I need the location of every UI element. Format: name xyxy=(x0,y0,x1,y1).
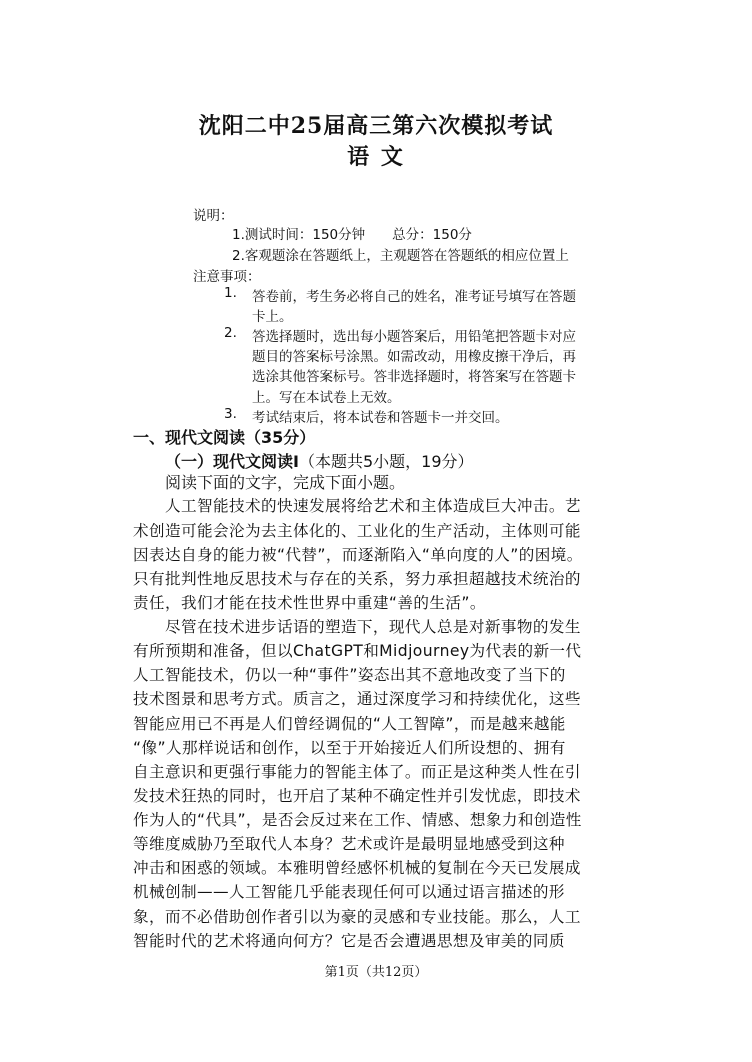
subject-title: 语 文 xyxy=(347,144,405,170)
notice-item-line: 选涂其他答案标号。答非选择题时，将答案写在答题卡 xyxy=(252,369,576,385)
exam-title: 沈阳二中25届高三第六次模拟考试 xyxy=(198,113,554,139)
instructions-heading: 说明： xyxy=(193,208,234,224)
passage-line: 等维度威胁乃至取代人本身？艺术或许是最明显地感受到这种 xyxy=(133,835,565,853)
passage-line: 有所预期和准备，但以ChatGPT和Midjourney为代表的新一代 xyxy=(133,642,582,660)
reading-prompt: 阅读下面的文字，完成下面小题。 xyxy=(165,473,406,492)
subsection-heading-note: （本题共5小题，19分） xyxy=(298,452,474,471)
notice-item-line: 答卷前，考生务必将自己的姓名，准考证号填写在答题 xyxy=(252,289,576,305)
passage-line: 责任，我们才能在技术性世界中重建“善的生活”。 xyxy=(133,594,486,612)
passage-line: 自主意识和更强行事能力的智能主体了。而正是这种类人性在引 xyxy=(133,763,581,781)
passage-line: 冲击和困惑的领域。本雅明曾经感怀机械的复制在今天已发展成 xyxy=(133,859,581,877)
passage-line: 智能时代的艺术将通向何方？它是否会遭遇思想及审美的同质 xyxy=(133,932,565,950)
passage-line: 作为人的“代具”，是否会反过来在工作、情感、想象力和创造性 xyxy=(133,811,582,829)
passage-line: 象，而不必借助创作者引以为豪的灵感和专业技能。那么，人工 xyxy=(133,908,581,926)
passage-line: 发技术狂热的同时，也开启了某种不确定性并引发忧虑，即技术 xyxy=(133,787,581,805)
notice-item-line: 题目的答案标号涂黑。如需改动，用橡皮擦干净后，再 xyxy=(252,349,576,365)
passage-line: 只有批判性地反思技术与存在的关系，努力承担超越技术统治的 xyxy=(133,570,581,588)
passage-line: 术创造可能会沦为去主体化的、工业化的生产活动，主体则可能 xyxy=(133,522,581,540)
passage-line: 智能应用已不再是人们曾经调侃的“人工智障”，而是越来越能 xyxy=(133,715,566,733)
notice-item-line: 考试结束后，将本试卷和答题卡一并交回。 xyxy=(252,410,509,426)
passage-line: “像”人那样说话和创作，以至于开始接近人们所设想的、拥有 xyxy=(133,739,566,757)
section-heading: 一、现代文阅读（35分） xyxy=(133,428,316,447)
notice-heading: 注意事项： xyxy=(193,269,261,285)
passage-line: 人工智能技术，仍以一种“事件”姿态出其不意地改变了当下的 xyxy=(133,666,566,684)
notice-item-line: 答选择题时，选出每小题答案后，用铅笔把答题卡对应 xyxy=(252,329,576,345)
passage-line: 技术图景和思考方式。质言之，通过深度学习和持续优化，这些 xyxy=(133,690,581,708)
notice-item-line: 上。写在本试卷上无效。 xyxy=(252,390,401,406)
notice-item-line: 卡上。 xyxy=(252,309,293,325)
passage-line: 因表达自身的能力被“代替”，而逐渐陷入“单向度的人”的困境。 xyxy=(133,546,583,564)
instruction-item: 2.客观题涂在答题纸上，主观题答在答题纸的相应位置上 xyxy=(232,248,569,264)
notice-item-num: 2. xyxy=(224,325,237,341)
instruction-item: 1.测试时间：150分钟 总分：150分 xyxy=(232,227,472,243)
passage-line: 尽管在技术进步话语的塑造下，现代人总是对新事物的发生 xyxy=(165,618,581,636)
subsection-heading-bold: （一）现代文阅读Ⅰ xyxy=(165,452,299,471)
passage-line: 人工智能技术的快速发展将给艺术和主体造成巨大冲击。艺 xyxy=(165,497,581,515)
passage-line: 机械创制——人工智能几乎能表现任何可以通过语言描述的形 xyxy=(133,883,565,901)
page-footer: 第1页（共12页） xyxy=(324,965,428,980)
notice-item-num: 1. xyxy=(224,285,237,301)
subsection-heading xyxy=(165,449,474,472)
notice-item-num: 3. xyxy=(224,406,237,422)
